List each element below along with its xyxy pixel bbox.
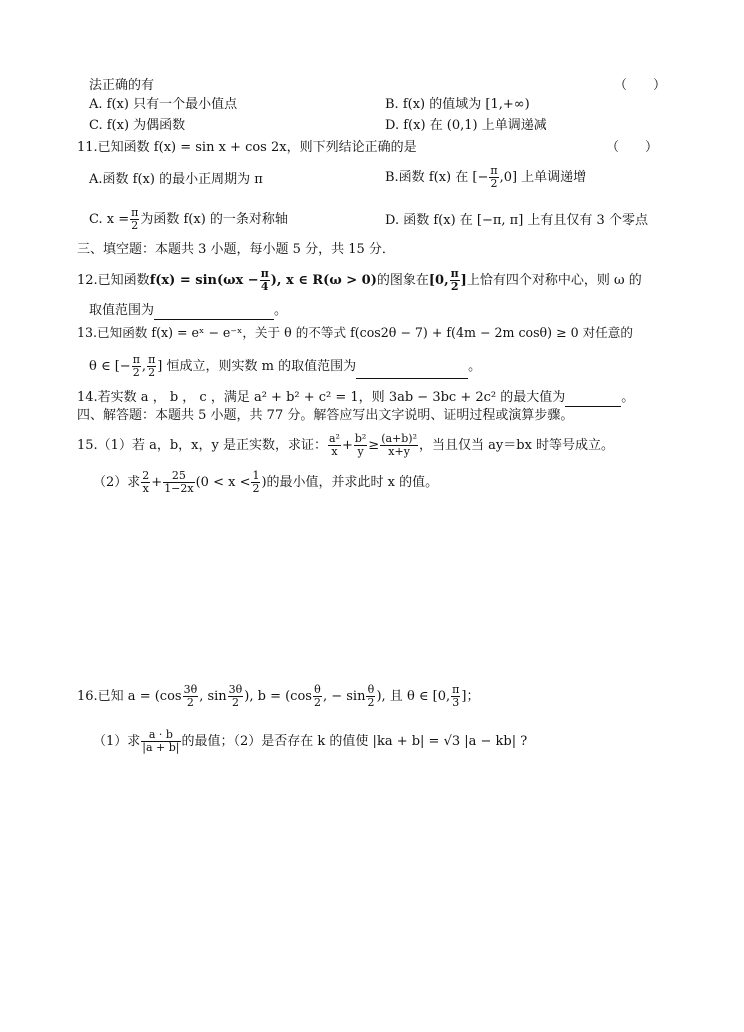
q15-part-1-pre: 15.（1）若 a，b，x，y 是正实数，求证： bbox=[77, 438, 327, 453]
q-prev-option-c: C. f(x) 为偶函数 bbox=[89, 118, 186, 133]
q15-part-2-pre: （2）求 bbox=[93, 475, 141, 490]
fraction-numerator: θ bbox=[314, 683, 321, 696]
q12-interval-post: ] bbox=[460, 273, 467, 288]
q13-end: 。 bbox=[468, 359, 482, 374]
q16-fraction-2 bbox=[228, 684, 244, 709]
fraction-denominator: x bbox=[142, 482, 149, 495]
q15-fraction-25 bbox=[163, 470, 194, 495]
q15-condition-pre: (0 < x < bbox=[195, 475, 251, 490]
fraction-denominator: 2 bbox=[450, 280, 459, 293]
fraction-numerator: 2 bbox=[142, 469, 150, 482]
q11-option-c-post: 为函数 f(x) 的一条对称轴 bbox=[140, 212, 288, 227]
q15-part-2 bbox=[93, 470, 438, 495]
fraction-denominator: 2 bbox=[148, 366, 156, 379]
ge-sign: ≥ bbox=[368, 438, 380, 453]
q11-option-b-fraction bbox=[489, 165, 498, 190]
q16-sep-1: , sin bbox=[199, 689, 227, 704]
q12-pre: 12.已知函数 bbox=[77, 273, 150, 288]
q-prev-option-b: B. f(x) 的值域为 [1,+∞) bbox=[385, 97, 530, 112]
fraction-numerator: θ bbox=[367, 683, 375, 696]
q11-option-c-fraction bbox=[130, 207, 139, 232]
q13-fraction-2 bbox=[147, 354, 156, 379]
fraction-denominator: 2 bbox=[252, 482, 260, 495]
q13-line-2-pre: θ ∈ [− bbox=[89, 359, 131, 374]
fraction-numerator: π bbox=[490, 164, 498, 177]
q-prev-answer-paren: （ ） bbox=[614, 78, 667, 93]
fraction-denominator: 2 bbox=[186, 696, 194, 709]
q11-stem: 11.已知函数 f(x) = sin x + cos 2x，则下列结论正确的是 bbox=[77, 140, 417, 155]
fraction-numerator: 25 bbox=[163, 470, 194, 483]
q11-answer-paren: （ ） bbox=[606, 140, 659, 155]
q-prev-option-d: D. f(x) 在 (0,1) 上单调递减 bbox=[385, 118, 547, 133]
q15-fraction-sum bbox=[380, 433, 418, 458]
q12-tail: 上恰有四个对称中心，则 ω 的 bbox=[466, 273, 642, 288]
q15-part-2-post: 的最小值，并求此时 x 的值。 bbox=[266, 475, 439, 490]
fraction-numerator: π bbox=[132, 353, 140, 366]
q16-sep-4: ), 且 θ ∈ [0, bbox=[376, 689, 451, 704]
fraction-numerator: 3θ bbox=[228, 683, 243, 696]
q12-line-2-text: 取值范围为 bbox=[89, 303, 155, 318]
q16-fraction-5 bbox=[451, 684, 460, 709]
fraction-denominator: 2 bbox=[367, 696, 375, 709]
fraction-denominator: |a + b| bbox=[142, 741, 180, 754]
q12-interval-pre: [0, bbox=[428, 273, 449, 288]
q15-fraction-a2-x bbox=[328, 433, 341, 458]
plus-sign: + bbox=[341, 438, 353, 453]
fraction-numerator: a · b bbox=[141, 729, 180, 742]
q11-option-b-pre: B.函数 f(x) 在 [− bbox=[385, 170, 489, 185]
q12-line-2 bbox=[89, 302, 287, 320]
q15-part-1 bbox=[77, 433, 614, 458]
fraction-numerator: 1 bbox=[252, 469, 260, 482]
q11-option-a: A.函数 f(x) 的最小正周期为 π bbox=[89, 172, 263, 187]
q13-line-2 bbox=[89, 354, 481, 379]
q16-pre: 16.已知 a = (cos bbox=[77, 689, 182, 704]
q13-mid: , bbox=[141, 359, 147, 374]
q14-end: 。 bbox=[621, 390, 635, 405]
fraction-denominator: 3 bbox=[452, 696, 460, 709]
fraction-numerator: π bbox=[260, 267, 269, 280]
q11-option-d: D. 函数 f(x) 在 [−π, π] 上有且仅有 3 个零点 bbox=[385, 213, 648, 228]
section-3-heading: 三、填空题：本题共 3 小题，每小题 5 分，共 15 分． bbox=[77, 242, 395, 257]
fraction-denominator: y bbox=[357, 445, 364, 458]
fraction-denominator: x+y bbox=[388, 445, 410, 458]
q16-sep-3: , − sin bbox=[322, 689, 366, 704]
q16-parts-post: 的最值；（2）是否存在 k 的值使 |ka + b| = √3 |a − kb| ? bbox=[181, 734, 528, 749]
fraction-denominator: 2 bbox=[131, 219, 139, 232]
fraction-numerator: π bbox=[131, 206, 139, 219]
fraction-numerator: 3θ bbox=[183, 683, 198, 696]
q12-line-1 bbox=[77, 268, 642, 293]
q-prev-stem-tail: 法正确的有 bbox=[89, 78, 155, 93]
q13-answer-blank[interactable] bbox=[356, 366, 468, 379]
q15-condition-post: ) bbox=[261, 475, 267, 490]
q16-part-1-pre: （1）求 bbox=[93, 734, 141, 749]
q12-interval-fraction bbox=[450, 268, 460, 293]
fraction-numerator: (a+b)² bbox=[381, 432, 418, 445]
q16-parts bbox=[93, 729, 527, 754]
plus-sign: + bbox=[151, 475, 163, 490]
q13-fraction-1 bbox=[132, 354, 141, 379]
q11-option-c bbox=[89, 207, 288, 232]
q16-fraction-1 bbox=[183, 684, 199, 709]
fraction-numerator: b² bbox=[354, 432, 367, 445]
fraction-numerator: π bbox=[148, 353, 156, 366]
q13-line-2-post: ] 恒成立，则实数 m 的取值范围为 bbox=[157, 359, 357, 374]
q16-fraction-ratio bbox=[141, 729, 180, 754]
q15-fraction-b2-y bbox=[354, 433, 367, 458]
q12-domain: ), x ∈ R(ω > 0) bbox=[270, 273, 377, 288]
fraction-denominator: 2 bbox=[490, 177, 498, 190]
fraction-denominator: 4 bbox=[260, 280, 269, 293]
fraction-numerator: a² bbox=[328, 432, 340, 445]
fraction-denominator: x bbox=[331, 445, 338, 458]
q15-condition-fraction bbox=[251, 470, 260, 495]
q11-option-c-pre: C. x = bbox=[89, 212, 130, 227]
q16-sep-5: ]； bbox=[461, 689, 480, 704]
fraction-denominator: 1−2x bbox=[164, 482, 194, 495]
q12-answer-blank[interactable] bbox=[154, 307, 274, 320]
q15-part-1-post: ，当且仅当 ay＝bx 时等号成立。 bbox=[419, 438, 615, 453]
q16-fraction-4 bbox=[366, 684, 375, 709]
q15-fraction-2-x bbox=[141, 470, 150, 495]
fraction-numerator: π bbox=[450, 267, 459, 280]
q-prev-option-a: A. f(x) 只有一个最小值点 bbox=[89, 97, 238, 112]
q16-stem bbox=[77, 684, 479, 709]
q12-end: 。 bbox=[274, 303, 288, 318]
q14-answer-blank[interactable] bbox=[565, 394, 621, 407]
fraction-denominator: 2 bbox=[231, 696, 239, 709]
q13-line-1: 13.已知函数 f(x) = eˣ − e⁻ˣ，关于 θ 的不等式 f(cos2θ − 7) + f(4m − 2m cosθ) ≥ 0 对任意的 bbox=[77, 325, 633, 340]
q12-function: f(x) = sin(ωx − bbox=[149, 273, 259, 288]
fraction-numerator: π bbox=[452, 683, 460, 696]
q16-fraction-3 bbox=[313, 684, 322, 709]
q12-fraction bbox=[260, 268, 270, 293]
fraction-denominator: 2 bbox=[132, 366, 140, 379]
q12-mid: 的图象在 bbox=[376, 273, 429, 288]
q11-option-b bbox=[385, 165, 586, 190]
fraction-denominator: 2 bbox=[313, 696, 321, 709]
section-4-heading: 四、解答题：本题共 5 小题，共 77 分。解答应写出文字说明、证明过程或演算步骤。 bbox=[77, 408, 574, 423]
q11-option-b-post: ,0] 上单调递增 bbox=[499, 170, 587, 185]
q16-sep-2: ), b = (cos bbox=[244, 689, 312, 704]
q14-text: 14.若实数 a ， b ， c ，满足 a² + b² + c² = 1，则 3ab − 3bc + 2c² 的最大值为 bbox=[77, 390, 566, 405]
q14-line bbox=[77, 389, 634, 407]
